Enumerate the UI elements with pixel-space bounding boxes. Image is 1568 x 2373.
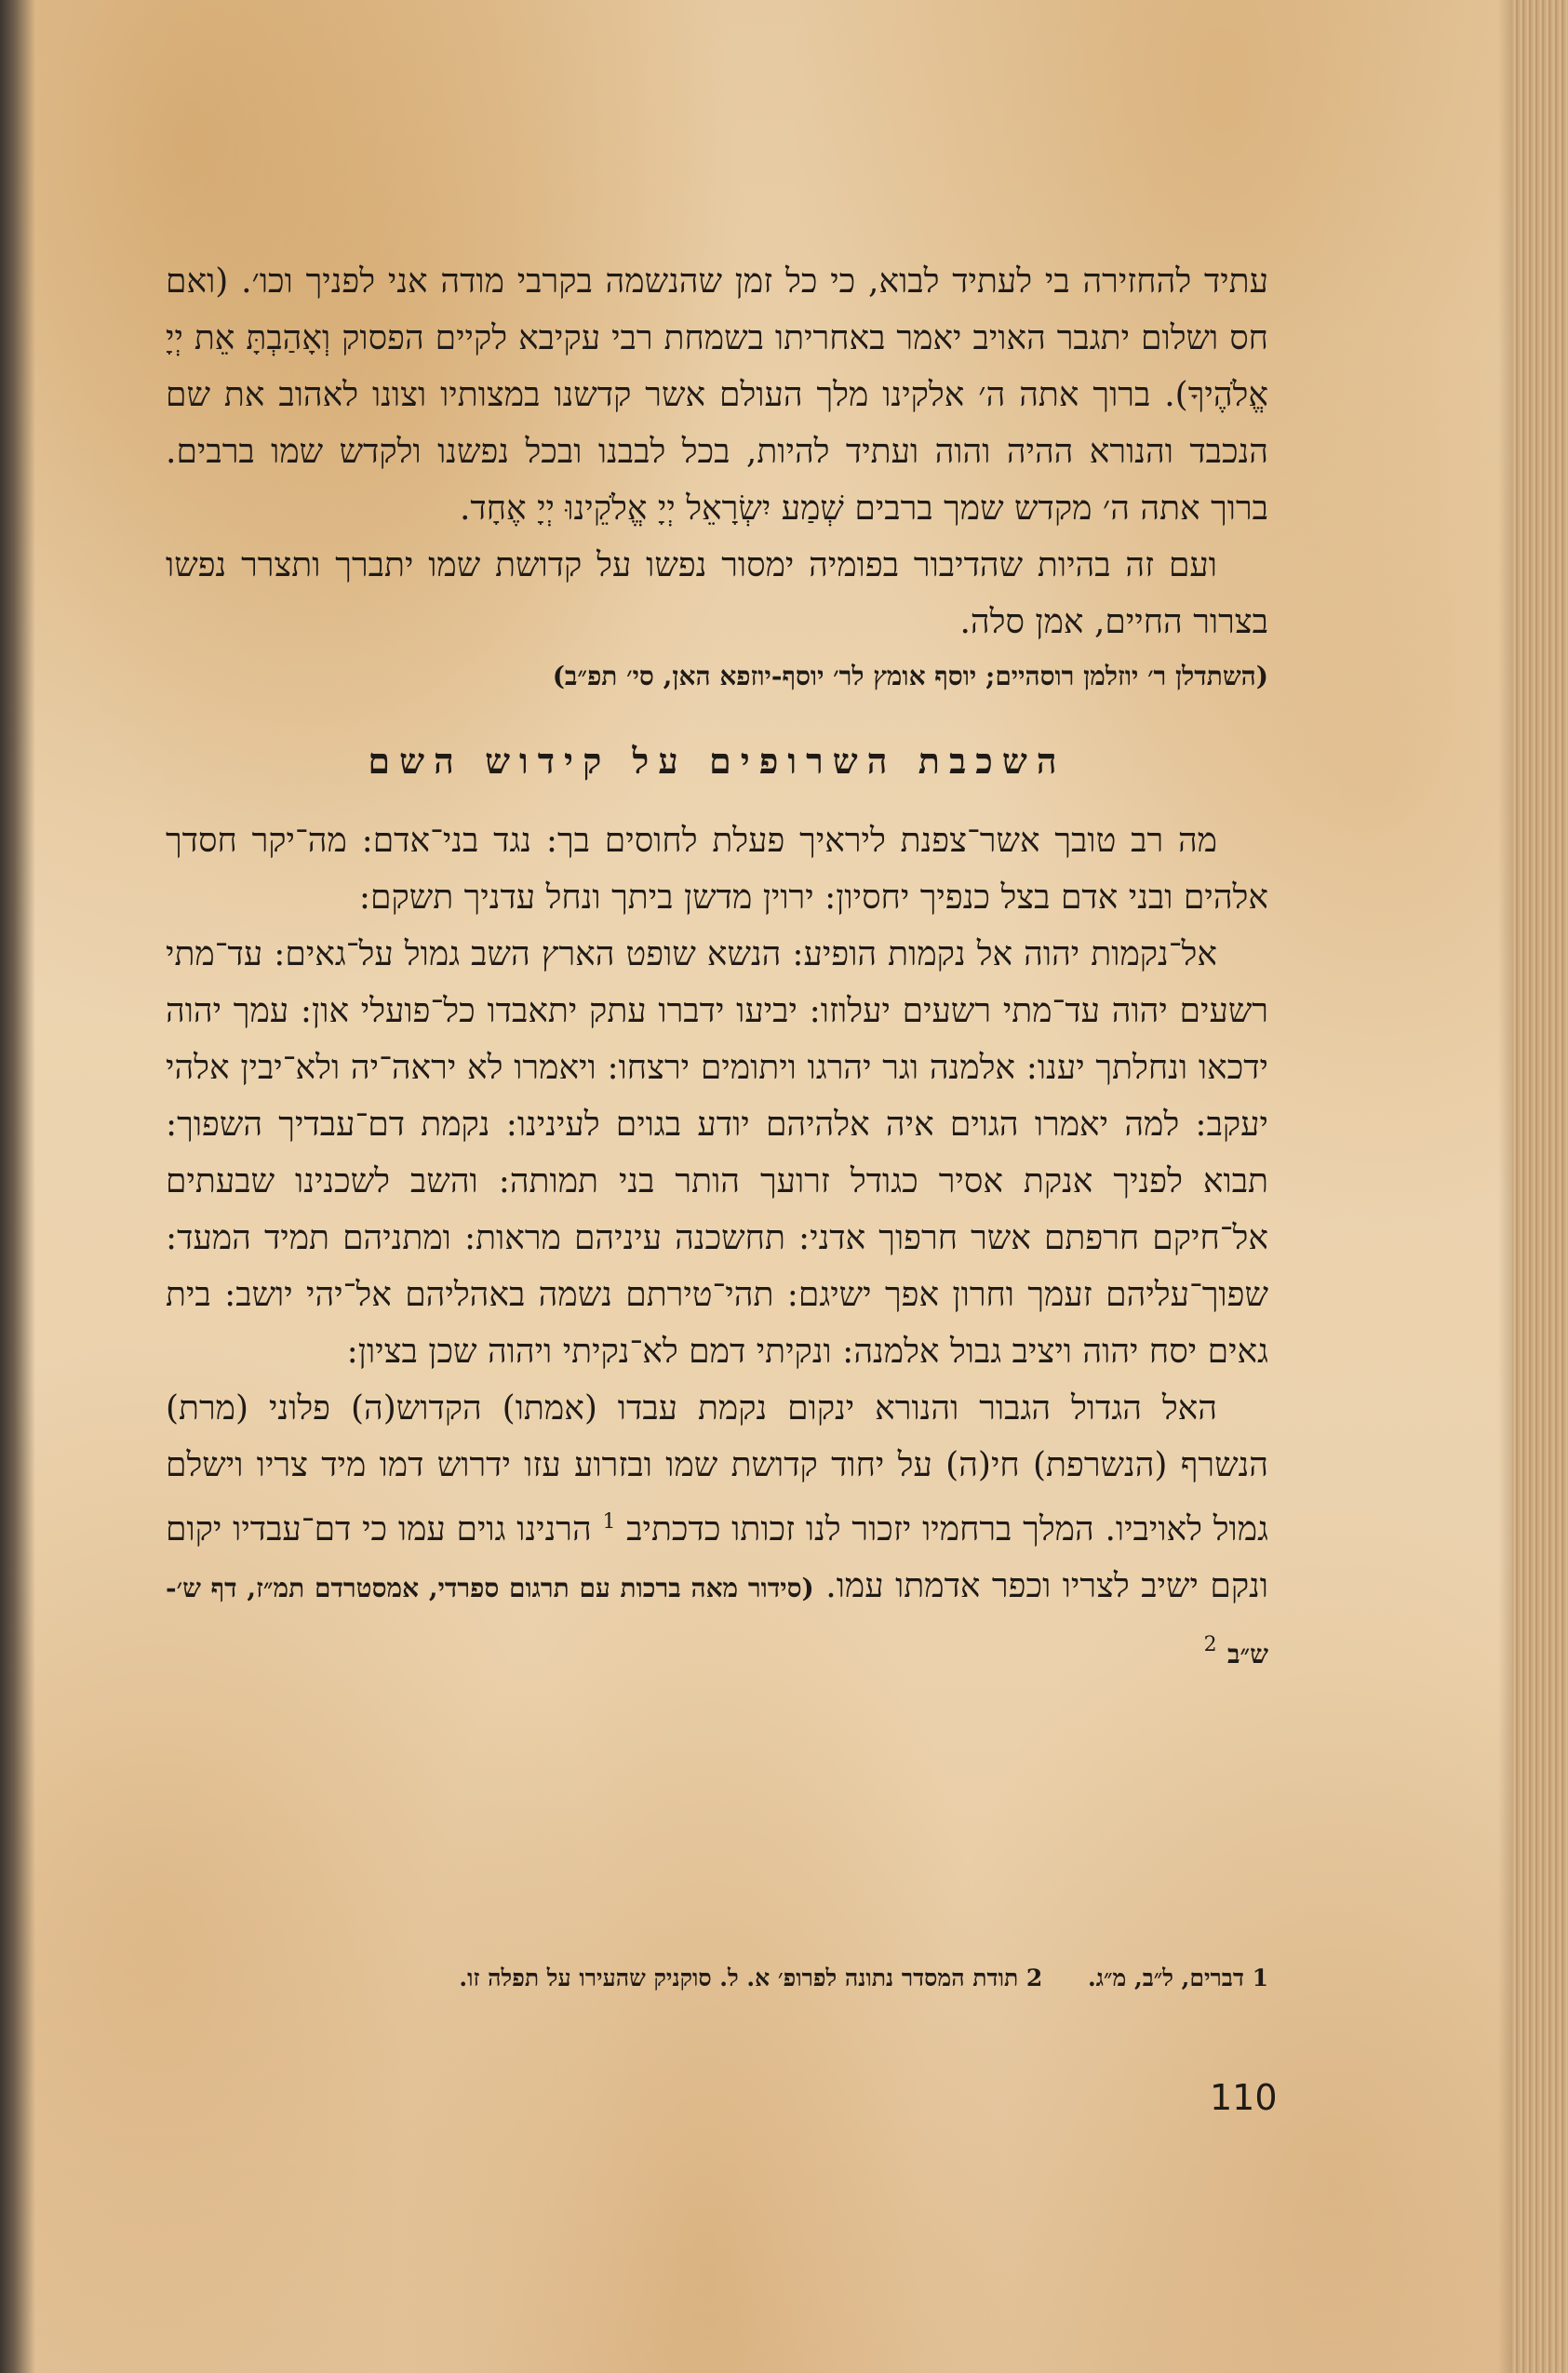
page-number: 110 [1210, 2077, 1278, 2118]
section-paragraph-1: מה רב טובך אשר־צפנת ליראיך פעלת לחוסים בך: נגד בני־אדם: מה־יקר חסדך אלהים ובני אדם בצל כנפיך יחסיון: ירוין מדשן ביתך ונחל עדניך תשקם: [166, 822, 1268, 917]
main-text [166, 253, 1268, 1683]
section-paragraph-2: אל־נקמות יהוה אל נקמות הופיע: הנשא שופט הארץ השב גמול על־גאים: עד־מתי רשעים יהוה עד־מתי רשעים יעלוזו: יביעו ידברו עתק יתאבדו כל־פועלי און: עמך יהוה ידכאו ונחלתך יענו: אלמנה וגר יהרגו ויתומים ירצחו: ויאמרו לא יראה־יה ולא־יבין אלהי יעקב: למה יאמרו הגוים איה אלהיהם יודע בגוים לעינינו: נקמת דם־עבדיך השפוך: תבוא לפניך אנקת אסיר כגודל זרועך הותר בני תמותה: והשב לשכנינו שבעתים אל־חיקם חרפתם אשר חרפוך אדני: תחשכנה עיניהם מראות: ומתניהם תמיד המעד: שפוך־עליהם זעמך וחרון אפך ישיגם: תהי־טירתם נשמה באהליהם אל־יהי יושב: בית גאים יסח יהוה ויציב גבול אלמנה: ונקיתי דמם לא־נקיתי ויהוה שכן בציון: [166, 935, 1268, 1371]
footnote-ref-1: 1 [602, 1510, 616, 1534]
section-paragraph-3-text: האל הגדול הגבור והנורא ינקום נקמת עבדו (אמתו) הקדוש(ה) פלוני (מרת) הנשרף (הנשרפת) חי(ה) על יחוד קדושת שמו ובזרוע עזו ידרוש דמו מיד צריו וישלם גמול לאויביו. המלך ברחמיו יזכור לנו זכותו כדכתיב [166, 1389, 1268, 1548]
section-source-citation: (סידור מאה ברכות עם תרגום ספרדי, אמסטרדם תמ״ז, דף ש׳-ש״ב [166, 1573, 1268, 1669]
prayer-paragraph-1: עתיד להחזירה בי לעתיד לבוא, כי כל זמן שהנשמה בקרבי מודה אני לפניך וכו׳. (ואם חס ושלום יתגבר האויב יאמר באחריתו בשמחת רבי עקיבא לקיים הפסוק וְאָהַבְתָּ אֵת יְיָ אֱלֹהֶיךָ). ברוך אתה ה׳ אלקינו מלך העולם אשר קדשנו במצותיו וצונו לאהוב את שם הנכבד והנורא ההיה והוה ועתיד להיות, בכל לבבנו ובכל נפשנו ולקדש שמו ברבים. ברוך אתה ה׳ מקדש שמך ברבים שְׁמַע יִשְׂרָאֵל יְיָ אֱלֹקֵינוּ יְיָ אֶחָד. [166, 262, 1268, 528]
spine-shadow [0, 0, 35, 2373]
footnote-ref-2: 2 [1203, 1633, 1217, 1656]
section-paragraph-3 [166, 1380, 1268, 1683]
section-paragraph-3-rest: הרנינו גוים עמו כי דם־עבדיו יקום ונקם ישיב לצריו וכפר אדמתו עמו. [166, 1510, 1268, 1605]
footnote-2: 2 תודת המסדר נתונה לפרופ׳ א. ל. סוקניק שהעירו על תפלה זו. [459, 1964, 1043, 1991]
page-stack-edge [1512, 0, 1568, 2373]
prayer-paragraph-2: ועם זה בהיות שהדיבור בפומיה ימסור נפשו על קדושת שמו יתברך ותצרר נפשו בצרור החיים, אמן סלה. [166, 546, 1268, 641]
footnotes [166, 1960, 1268, 1997]
section-title: השכבת השרופים על קידוש השם [368, 740, 1066, 782]
footnote-1: 1 דברים, ל״ב, מ״ג. [1088, 1964, 1268, 1991]
source-citation: (השתדלן ר׳ יוזלמן רוסהיים; יוסף אומץ לר׳ יוסף-יוזפא האן, סי׳ תפ״ב) [552, 661, 1268, 691]
